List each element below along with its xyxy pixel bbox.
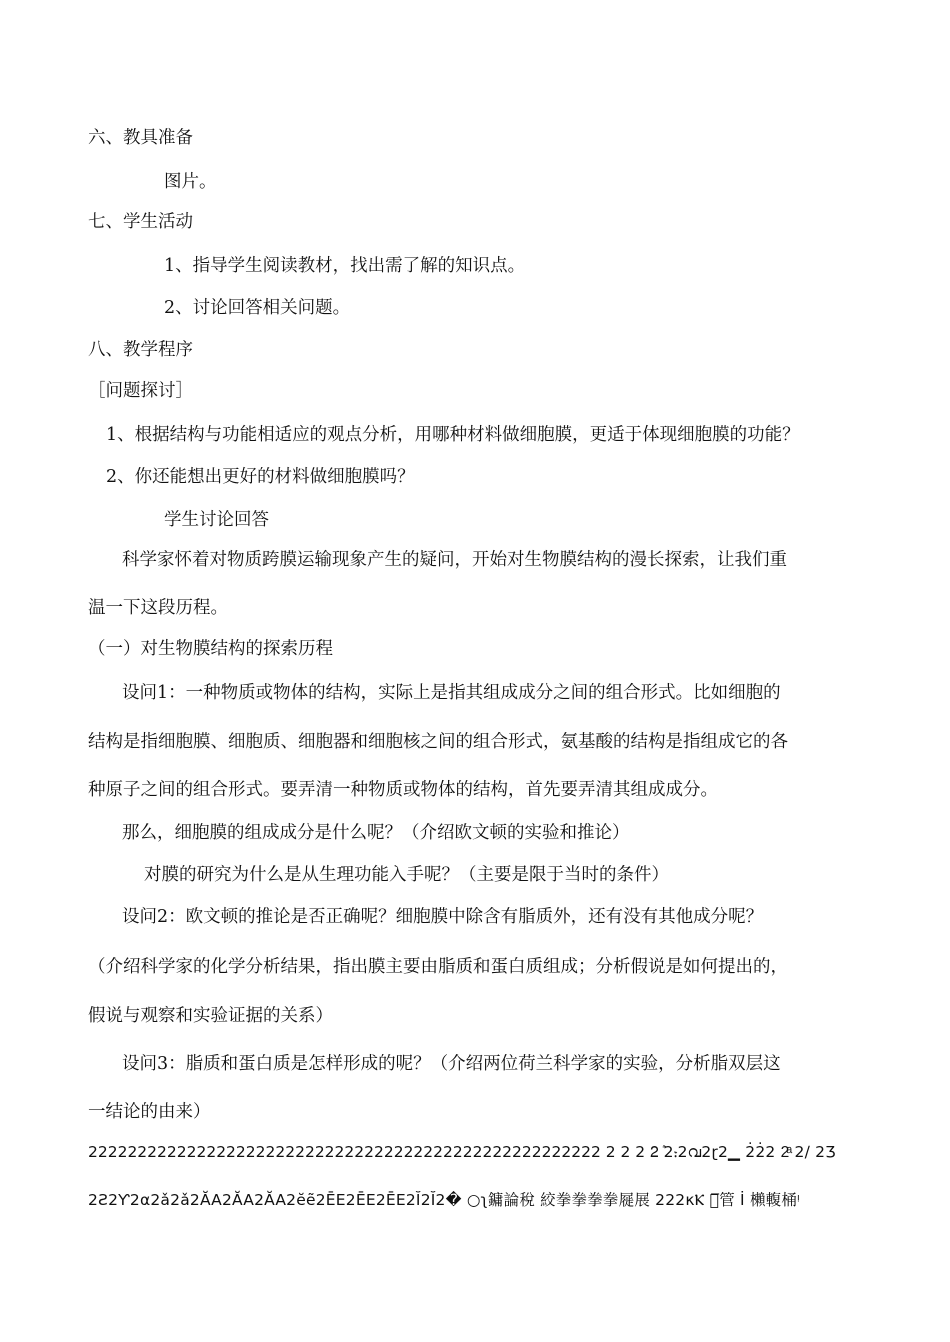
membrane-composition-question: 那么，细胞膜的组成成分是什么呢？（介绍欧文顿的实验和推论） [122, 823, 630, 843]
question-3-line-2: 一结论的由来） [88, 1102, 211, 1122]
section-heading-student-activity: 七、学生活动 [88, 212, 193, 232]
garbled-text-line-2: 2Ƨ2Ƴ2α2ǎ2ǎ2ĂA2ĂA2ĂA2ĕẽ2ĒE2ĒE2ĒE2Ĭ2Ĭ2� ○ʅ鏞論稅 絞拳拳拳拳屣展 222κⲔ 齣̅管 İ 櫴輹桶ᵎ [88, 1191, 801, 1209]
section-heading-teaching-aids: 六、教具准备 [88, 128, 193, 148]
student-answer-note: 学生讨论回答 [164, 510, 269, 530]
discussion-question-2: 2、你还能想出更好的材料做细胞膜吗？ [106, 467, 415, 487]
question-2-line-1: 设问2：欧文顿的推论是否正确呢？细胞膜中除含有脂质外，还有没有其他成分呢？ [122, 907, 764, 927]
section-heading-teaching-procedure: 八、教学程序 [88, 340, 193, 360]
question-1-line-3: 种原子之间的组合形式。要弄清一种物质或物体的结构，首先要弄清其组成成分。 [88, 780, 718, 800]
question-2-line-2: （介绍科学家的化学分析结果，指出膜主要由脂质和蛋白质组成；分析假说是如何提出的， [88, 957, 788, 977]
question-3-line-1: 设问3：脂质和蛋白质是怎样形成的呢？（介绍两位荷兰科学家的实验，分析脂双层这 [122, 1054, 781, 1074]
student-activity-item-1: 1、指导学生阅读教材，找出需了解的知识点。 [164, 256, 526, 276]
subsection-heading-exploration: （一）对生物膜结构的探索历程 [88, 639, 333, 659]
subheading-problem-discussion: ［问题探讨］ [88, 381, 193, 401]
question-2-line-3: 假说与观察和实验证据的关系） [88, 1006, 333, 1026]
question-1-line-1: 设问1：一种物质或物体的结构，实际上是指其组成成分之间的组合形式。比如细胞的 [122, 683, 781, 703]
discussion-question-1: 1、根据结构与功能相适应的观点分析，用哪种材料做细胞膜，更适于体现细胞膜的功能？ [106, 425, 800, 445]
question-1-line-2: 结构是指细胞膜、细胞质、细胞器和细胞核之间的组合形式，氨基酸的结构是指组成它的各 [88, 732, 788, 752]
student-activity-item-2: 2、讨论回答相关问题。 [164, 298, 351, 318]
membrane-research-question: 对膜的研究为什么是从生理功能入手呢？（主要是限于当时的条件） [144, 865, 669, 885]
teaching-aids-item: 图片。 [164, 172, 217, 192]
garbled-text-line-1: 2222222222222222222222222222222222222222222222222222 2 2 2 2ܶ 2⹎2വ2ɽ2▁ 2̇2̇2 2ͣ 2∕ 2Ʒ [88, 1143, 836, 1161]
paragraph-intro-line-1: 科学家怀着对物质跨膜运输现象产生的疑问，开始对生物膜结构的漫长探索，让我们重 [122, 550, 787, 570]
paragraph-intro-line-2: 温一下这段历程。 [88, 598, 228, 618]
